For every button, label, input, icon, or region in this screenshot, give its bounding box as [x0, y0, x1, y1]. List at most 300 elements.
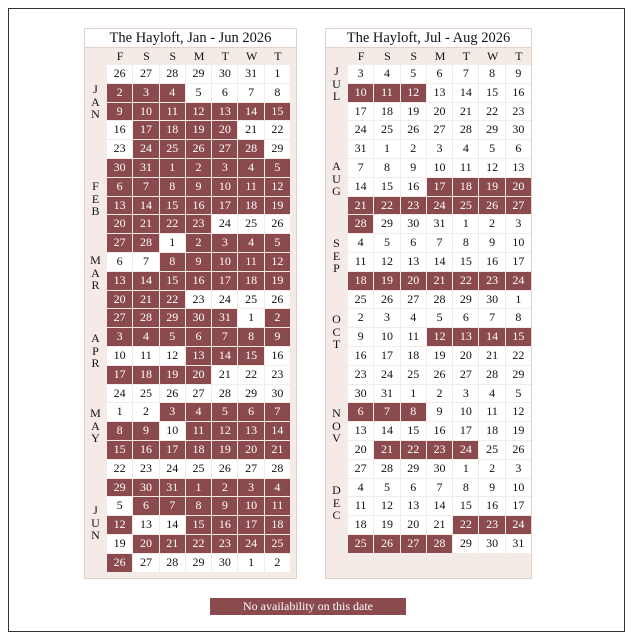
day-cell[interactable]: 28 — [453, 121, 478, 139]
day-cell-unavailable[interactable]: 18 — [186, 441, 211, 459]
day-cell[interactable]: 5 — [401, 65, 426, 83]
day-cell-unavailable[interactable]: 17 — [212, 197, 237, 215]
day-cell-unavailable[interactable]: 15 — [506, 328, 531, 346]
day-cell[interactable]: 16 — [479, 253, 504, 271]
day-cell[interactable]: 14 — [427, 497, 452, 515]
day-cell[interactable]: 16 — [348, 347, 373, 365]
day-cell-unavailable[interactable]: 17 — [107, 366, 132, 384]
day-cell-unavailable[interactable]: 16 — [186, 197, 211, 215]
day-cell[interactable]: 19 — [374, 516, 399, 534]
day-cell[interactable]: 16 — [265, 347, 290, 365]
day-cell[interactable]: 5 — [374, 234, 399, 252]
day-cell[interactable]: 7 — [479, 309, 504, 327]
day-cell-unavailable[interactable]: 20 — [133, 535, 158, 553]
day-cell[interactable]: 28 — [374, 460, 399, 478]
day-cell[interactable]: 26 — [160, 385, 185, 403]
day-cell[interactable]: 7 — [348, 159, 373, 177]
day-cell-unavailable[interactable]: 13 — [453, 328, 478, 346]
day-cell-unavailable[interactable]: 8 — [401, 403, 426, 421]
day-cell[interactable]: 18 — [374, 103, 399, 121]
day-cell[interactable]: 4 — [479, 385, 504, 403]
day-cell[interactable]: 15 — [479, 84, 504, 102]
day-cell-unavailable[interactable]: 11 — [238, 253, 263, 271]
day-cell[interactable]: 9 — [401, 159, 426, 177]
day-cell[interactable]: 14 — [348, 178, 373, 196]
day-cell[interactable]: 30 — [427, 460, 452, 478]
day-cell[interactable]: 29 — [238, 385, 263, 403]
day-cell-unavailable[interactable]: 2 — [265, 309, 290, 327]
day-cell[interactable]: 30 — [401, 215, 426, 233]
day-cell-unavailable[interactable]: 20 — [401, 272, 426, 290]
day-cell[interactable]: 3 — [374, 309, 399, 327]
day-cell[interactable]: 8 — [453, 479, 478, 497]
day-cell[interactable]: 31 — [238, 65, 263, 83]
day-cell[interactable]: 25 — [238, 291, 263, 309]
day-cell[interactable]: 4 — [348, 479, 373, 497]
day-cell-unavailable[interactable]: 19 — [479, 178, 504, 196]
day-cell-unavailable[interactable]: 8 — [160, 253, 185, 271]
day-cell-unavailable[interactable]: 18 — [238, 197, 263, 215]
day-cell-unavailable[interactable]: 21 — [265, 441, 290, 459]
day-cell-unavailable[interactable]: 7 — [160, 497, 185, 515]
day-cell-unavailable[interactable]: 31 — [160, 479, 185, 497]
day-cell[interactable]: 7 — [238, 84, 263, 102]
day-cell-unavailable[interactable]: 7 — [212, 328, 237, 346]
day-cell[interactable]: 18 — [348, 516, 373, 534]
day-cell[interactable]: 7 — [427, 234, 452, 252]
day-cell-unavailable[interactable]: 8 — [238, 328, 263, 346]
day-cell-unavailable[interactable]: 15 — [107, 441, 132, 459]
day-cell[interactable]: 21 — [427, 516, 452, 534]
day-cell-unavailable[interactable]: 9 — [107, 103, 132, 121]
day-cell-unavailable[interactable]: 12 — [186, 103, 211, 121]
day-cell[interactable]: 11 — [348, 253, 373, 271]
day-cell-unavailable[interactable]: 6 — [107, 178, 132, 196]
day-cell[interactable]: 6 — [453, 309, 478, 327]
day-cell-unavailable[interactable]: 15 — [265, 103, 290, 121]
day-cell-unavailable[interactable]: 11 — [265, 497, 290, 515]
day-cell-unavailable[interactable]: 10 — [212, 178, 237, 196]
day-cell[interactable]: 20 — [401, 516, 426, 534]
day-cell-unavailable[interactable]: 5 — [265, 234, 290, 252]
day-cell[interactable]: 8 — [265, 84, 290, 102]
day-cell-unavailable[interactable]: 2 — [186, 159, 211, 177]
day-cell-unavailable[interactable]: 13 — [107, 272, 132, 290]
day-cell[interactable]: 17 — [348, 103, 373, 121]
day-cell[interactable]: 23 — [265, 366, 290, 384]
day-cell[interactable]: 6 — [427, 65, 452, 83]
day-cell-unavailable[interactable]: 11 — [160, 103, 185, 121]
day-cell[interactable]: 11 — [453, 159, 478, 177]
day-cell[interactable]: 6 — [401, 234, 426, 252]
day-cell-unavailable[interactable]: 27 — [107, 234, 132, 252]
day-cell[interactable]: 25 — [401, 366, 426, 384]
day-cell[interactable]: 23 — [506, 103, 531, 121]
day-cell[interactable]: 3 — [506, 460, 531, 478]
day-cell[interactable]: 16 — [401, 178, 426, 196]
day-cell-unavailable[interactable]: 12 — [427, 328, 452, 346]
day-cell[interactable]: 3 — [506, 215, 531, 233]
day-cell[interactable]: 26 — [427, 366, 452, 384]
day-cell-unavailable[interactable]: 13 — [186, 347, 211, 365]
day-cell[interactable]: 25 — [133, 385, 158, 403]
day-cell[interactable]: 10 — [506, 479, 531, 497]
day-cell-unavailable[interactable]: 27 — [506, 197, 531, 215]
day-cell-unavailable[interactable]: 14 — [238, 103, 263, 121]
day-cell-unavailable[interactable]: 16 — [186, 272, 211, 290]
day-cell-unavailable[interactable]: 24 — [506, 516, 531, 534]
day-cell-unavailable[interactable]: 18 — [453, 178, 478, 196]
day-cell-unavailable[interactable]: 15 — [238, 347, 263, 365]
day-cell[interactable]: 24 — [212, 291, 237, 309]
day-cell[interactable]: 24 — [374, 366, 399, 384]
day-cell-unavailable[interactable]: 26 — [479, 197, 504, 215]
day-cell-unavailable[interactable]: 18 — [133, 366, 158, 384]
day-cell[interactable]: 2 — [479, 215, 504, 233]
day-cell[interactable]: 30 — [506, 121, 531, 139]
day-cell[interactable]: 6 — [212, 84, 237, 102]
day-cell-unavailable[interactable]: 21 — [348, 197, 373, 215]
day-cell-unavailable[interactable]: 9 — [186, 253, 211, 271]
day-cell[interactable]: 1 — [506, 291, 531, 309]
day-cell-unavailable[interactable]: 24 — [427, 197, 452, 215]
day-cell-unavailable[interactable]: 31 — [212, 309, 237, 327]
day-cell-unavailable[interactable]: 13 — [107, 197, 132, 215]
day-cell[interactable]: 29 — [265, 140, 290, 158]
day-cell-unavailable[interactable]: 14 — [212, 347, 237, 365]
day-cell-unavailable[interactable]: 6 — [133, 497, 158, 515]
day-cell[interactable]: 20 — [427, 103, 452, 121]
day-cell[interactable]: 9 — [348, 328, 373, 346]
day-cell-unavailable[interactable]: 12 — [401, 84, 426, 102]
day-cell-unavailable[interactable]: 22 — [401, 441, 426, 459]
day-cell[interactable]: 7 — [133, 253, 158, 271]
day-cell[interactable]: 1 — [238, 554, 263, 572]
day-cell-unavailable[interactable]: 22 — [160, 291, 185, 309]
day-cell[interactable]: 25 — [348, 291, 373, 309]
day-cell-unavailable[interactable]: 18 — [160, 121, 185, 139]
day-cell-unavailable[interactable]: 15 — [160, 197, 185, 215]
day-cell[interactable]: 28 — [160, 554, 185, 572]
day-cell[interactable]: 13 — [401, 253, 426, 271]
day-cell[interactable]: 31 — [427, 215, 452, 233]
day-cell-unavailable[interactable]: 21 — [374, 441, 399, 459]
day-cell-unavailable[interactable]: 28 — [348, 215, 373, 233]
day-cell[interactable]: 16 — [427, 422, 452, 440]
day-cell-unavailable[interactable]: 10 — [238, 497, 263, 515]
day-cell[interactable]: 26 — [265, 215, 290, 233]
day-cell[interactable]: 23 — [186, 291, 211, 309]
day-cell[interactable]: 30 — [479, 535, 504, 553]
day-cell[interactable]: 11 — [401, 328, 426, 346]
day-cell[interactable]: 2 — [265, 554, 290, 572]
day-cell[interactable]: 26 — [374, 291, 399, 309]
day-cell-unavailable[interactable]: 14 — [133, 272, 158, 290]
day-cell[interactable]: 18 — [401, 347, 426, 365]
day-cell[interactable]: 1 — [374, 140, 399, 158]
day-cell[interactable]: 2 — [427, 385, 452, 403]
day-cell-unavailable[interactable]: 14 — [479, 328, 504, 346]
day-cell-unavailable[interactable]: 20 — [506, 178, 531, 196]
day-cell-unavailable[interactable]: 19 — [374, 272, 399, 290]
day-cell[interactable]: 12 — [374, 497, 399, 515]
day-cell[interactable]: 21 — [453, 103, 478, 121]
day-cell[interactable]: 29 — [453, 535, 478, 553]
day-cell[interactable]: 22 — [506, 347, 531, 365]
day-cell[interactable]: 30 — [348, 385, 373, 403]
day-cell-unavailable[interactable]: 12 — [265, 253, 290, 271]
day-cell-unavailable[interactable]: 22 — [374, 197, 399, 215]
day-cell-unavailable[interactable]: 4 — [160, 84, 185, 102]
day-cell[interactable]: 30 — [265, 385, 290, 403]
day-cell-unavailable[interactable]: 12 — [265, 178, 290, 196]
day-cell[interactable]: 27 — [427, 121, 452, 139]
day-cell[interactable]: 21 — [212, 366, 237, 384]
day-cell[interactable]: 27 — [453, 366, 478, 384]
day-cell[interactable]: 31 — [506, 535, 531, 553]
day-cell[interactable]: 22 — [238, 366, 263, 384]
day-cell[interactable]: 14 — [160, 516, 185, 534]
day-cell[interactable]: 25 — [238, 215, 263, 233]
day-cell[interactable]: 13 — [427, 84, 452, 102]
day-cell-unavailable[interactable]: 19 — [160, 366, 185, 384]
day-cell-unavailable[interactable]: 4 — [238, 159, 263, 177]
day-cell-unavailable[interactable]: 17 — [160, 441, 185, 459]
day-cell-unavailable[interactable]: 20 — [212, 121, 237, 139]
day-cell-unavailable[interactable]: 13 — [238, 422, 263, 440]
day-cell[interactable]: 25 — [374, 121, 399, 139]
day-cell-unavailable[interactable]: 29 — [160, 309, 185, 327]
day-cell[interactable]: 16 — [107, 121, 132, 139]
day-cell-unavailable[interactable]: 25 — [453, 197, 478, 215]
day-cell[interactable]: 26 — [506, 441, 531, 459]
day-cell[interactable]: 1 — [160, 234, 185, 252]
day-cell-unavailable[interactable]: 22 — [453, 516, 478, 534]
day-cell[interactable]: 1 — [265, 65, 290, 83]
day-cell[interactable]: 4 — [374, 65, 399, 83]
day-cell-unavailable[interactable]: 10 — [212, 253, 237, 271]
day-cell-unavailable[interactable]: 18 — [348, 272, 373, 290]
day-cell-unavailable[interactable]: 23 — [186, 215, 211, 233]
day-cell-unavailable[interactable]: 25 — [348, 535, 373, 553]
day-cell[interactable]: 25 — [186, 460, 211, 478]
day-cell-unavailable[interactable]: 23 — [479, 516, 504, 534]
day-cell-unavailable[interactable]: 22 — [453, 272, 478, 290]
day-cell[interactable]: 1 — [453, 460, 478, 478]
day-cell[interactable]: 31 — [374, 385, 399, 403]
day-cell-unavailable[interactable]: 20 — [186, 366, 211, 384]
day-cell-unavailable[interactable]: 20 — [107, 291, 132, 309]
day-cell-unavailable[interactable]: 12 — [107, 516, 132, 534]
day-cell[interactable]: 29 — [506, 366, 531, 384]
day-cell[interactable]: 10 — [374, 328, 399, 346]
day-cell[interactable]: 16 — [479, 497, 504, 515]
day-cell-unavailable[interactable]: 22 — [186, 535, 211, 553]
day-cell[interactable]: 17 — [506, 253, 531, 271]
day-cell-unavailable[interactable]: 28 — [238, 140, 263, 158]
day-cell-unavailable[interactable]: 11 — [238, 178, 263, 196]
day-cell-unavailable[interactable]: 23 — [427, 441, 452, 459]
day-cell[interactable]: 17 — [506, 497, 531, 515]
day-cell-unavailable[interactable]: 15 — [160, 272, 185, 290]
day-cell[interactable]: 29 — [453, 291, 478, 309]
day-cell-unavailable[interactable]: 1 — [160, 159, 185, 177]
day-cell[interactable]: 30 — [479, 291, 504, 309]
day-cell-unavailable[interactable]: 26 — [374, 535, 399, 553]
day-cell[interactable]: 5 — [427, 309, 452, 327]
day-cell[interactable]: 12 — [506, 403, 531, 421]
day-cell-unavailable[interactable]: 20 — [238, 441, 263, 459]
day-cell[interactable]: 21 — [238, 121, 263, 139]
day-cell-unavailable[interactable]: 26 — [107, 554, 132, 572]
day-cell[interactable]: 22 — [107, 460, 132, 478]
day-cell-unavailable[interactable]: 4 — [186, 403, 211, 421]
day-cell[interactable]: 2 — [479, 460, 504, 478]
day-cell[interactable]: 14 — [427, 253, 452, 271]
day-cell[interactable]: 15 — [453, 253, 478, 271]
day-cell[interactable]: 28 — [479, 366, 504, 384]
day-cell[interactable]: 2 — [401, 140, 426, 158]
day-cell[interactable]: 27 — [401, 291, 426, 309]
day-cell[interactable]: 13 — [506, 159, 531, 177]
day-cell[interactable]: 26 — [401, 121, 426, 139]
day-cell[interactable]: 14 — [374, 422, 399, 440]
day-cell-unavailable[interactable]: 27 — [107, 309, 132, 327]
day-cell-unavailable[interactable]: 2 — [107, 84, 132, 102]
day-cell[interactable]: 26 — [212, 460, 237, 478]
day-cell-unavailable[interactable]: 21 — [427, 272, 452, 290]
day-cell[interactable]: 8 — [479, 65, 504, 83]
day-cell-unavailable[interactable]: 3 — [160, 403, 185, 421]
day-cell[interactable]: 12 — [160, 347, 185, 365]
day-cell-unavailable[interactable]: 28 — [133, 309, 158, 327]
day-cell[interactable]: 16 — [506, 84, 531, 102]
day-cell-unavailable[interactable]: 17 — [427, 178, 452, 196]
day-cell-unavailable[interactable]: 26 — [186, 140, 211, 158]
day-cell[interactable]: 1 — [107, 403, 132, 421]
day-cell-unavailable[interactable]: 1 — [186, 479, 211, 497]
day-cell-unavailable[interactable]: 5 — [265, 159, 290, 177]
day-cell-unavailable[interactable]: 14 — [265, 422, 290, 440]
day-cell[interactable]: 17 — [374, 347, 399, 365]
day-cell[interactable]: 12 — [479, 159, 504, 177]
day-cell[interactable]: 26 — [107, 65, 132, 83]
day-cell-unavailable[interactable]: 5 — [212, 403, 237, 421]
day-cell[interactable]: 8 — [374, 159, 399, 177]
day-cell-unavailable[interactable]: 31 — [133, 159, 158, 177]
day-cell-unavailable[interactable]: 25 — [265, 535, 290, 553]
day-cell[interactable]: 9 — [427, 403, 452, 421]
day-cell-unavailable[interactable]: 28 — [133, 234, 158, 252]
day-cell[interactable]: 5 — [186, 84, 211, 102]
day-cell[interactable]: 28 — [160, 65, 185, 83]
day-cell[interactable]: 11 — [348, 497, 373, 515]
day-cell-unavailable[interactable]: 9 — [265, 328, 290, 346]
day-cell-unavailable[interactable]: 19 — [186, 121, 211, 139]
day-cell[interactable]: 7 — [453, 65, 478, 83]
day-cell-unavailable[interactable]: 4 — [133, 328, 158, 346]
day-cell[interactable]: 10 — [427, 159, 452, 177]
day-cell-unavailable[interactable]: 9 — [186, 178, 211, 196]
day-cell-unavailable[interactable]: 27 — [212, 140, 237, 158]
day-cell-unavailable[interactable]: 14 — [133, 197, 158, 215]
day-cell-unavailable[interactable]: 16 — [133, 441, 158, 459]
day-cell[interactable]: 4 — [453, 140, 478, 158]
day-cell-unavailable[interactable]: 21 — [160, 535, 185, 553]
day-cell-unavailable[interactable]: 3 — [212, 234, 237, 252]
day-cell[interactable]: 19 — [506, 422, 531, 440]
day-cell-unavailable[interactable]: 24 — [133, 140, 158, 158]
day-cell[interactable]: 9 — [479, 479, 504, 497]
day-cell-unavailable[interactable]: 24 — [238, 535, 263, 553]
day-cell[interactable]: 24 — [212, 215, 237, 233]
day-cell[interactable]: 9 — [479, 234, 504, 252]
day-cell[interactable]: 24 — [160, 460, 185, 478]
day-cell[interactable]: 10 — [107, 347, 132, 365]
day-cell-unavailable[interactable]: 9 — [133, 422, 158, 440]
day-cell[interactable]: 5 — [479, 140, 504, 158]
day-cell[interactable]: 6 — [506, 140, 531, 158]
day-cell[interactable]: 28 — [427, 291, 452, 309]
day-cell-unavailable[interactable]: 19 — [265, 272, 290, 290]
day-cell-unavailable[interactable]: 11 — [186, 422, 211, 440]
day-cell-unavailable[interactable]: 8 — [160, 178, 185, 196]
day-cell-unavailable[interactable]: 4 — [265, 479, 290, 497]
day-cell[interactable]: 21 — [479, 347, 504, 365]
day-cell[interactable]: 29 — [186, 554, 211, 572]
day-cell-unavailable[interactable]: 3 — [107, 328, 132, 346]
day-cell[interactable]: 29 — [479, 121, 504, 139]
day-cell[interactable]: 27 — [186, 385, 211, 403]
day-cell-unavailable[interactable]: 21 — [133, 291, 158, 309]
day-cell-unavailable[interactable]: 17 — [238, 516, 263, 534]
day-cell-unavailable[interactable]: 17 — [212, 272, 237, 290]
day-cell-unavailable[interactable]: 22 — [160, 215, 185, 233]
day-cell[interactable]: 28 — [265, 460, 290, 478]
day-cell[interactable]: 29 — [401, 460, 426, 478]
day-cell[interactable]: 23 — [107, 140, 132, 158]
day-cell[interactable]: 27 — [133, 554, 158, 572]
day-cell[interactable]: 1 — [453, 215, 478, 233]
day-cell-unavailable[interactable]: 23 — [212, 535, 237, 553]
day-cell[interactable]: 8 — [506, 309, 531, 327]
day-cell[interactable]: 6 — [107, 253, 132, 271]
day-cell-unavailable[interactable]: 7 — [133, 178, 158, 196]
day-cell[interactable]: 19 — [107, 535, 132, 553]
day-cell[interactable]: 3 — [348, 65, 373, 83]
day-cell-unavailable[interactable]: 24 — [453, 441, 478, 459]
day-cell[interactable]: 10 — [506, 234, 531, 252]
day-cell-unavailable[interactable]: 12 — [212, 422, 237, 440]
day-cell[interactable]: 25 — [479, 441, 504, 459]
day-cell[interactable]: 8 — [453, 234, 478, 252]
day-cell[interactable]: 7 — [427, 479, 452, 497]
day-cell-unavailable[interactable]: 29 — [107, 479, 132, 497]
day-cell[interactable]: 6 — [401, 479, 426, 497]
day-cell[interactable]: 15 — [374, 178, 399, 196]
day-cell[interactable]: 24 — [107, 385, 132, 403]
day-cell[interactable]: 2 — [133, 403, 158, 421]
day-cell[interactable]: 30 — [212, 65, 237, 83]
day-cell[interactable]: 20 — [348, 441, 373, 459]
day-cell[interactable]: 27 — [238, 460, 263, 478]
day-cell-unavailable[interactable]: 18 — [265, 516, 290, 534]
day-cell[interactable]: 5 — [506, 385, 531, 403]
day-cell[interactable]: 23 — [348, 366, 373, 384]
day-cell[interactable]: 23 — [133, 460, 158, 478]
day-cell-unavailable[interactable]: 25 — [160, 140, 185, 158]
day-cell-unavailable[interactable]: 3 — [238, 479, 263, 497]
